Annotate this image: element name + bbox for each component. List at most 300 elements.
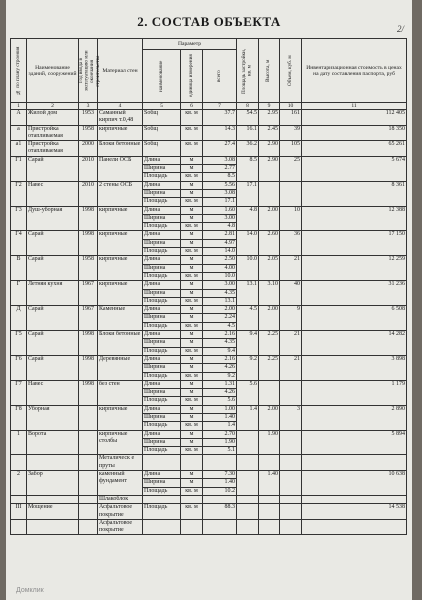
cell-param-total: 8.5 [203, 173, 237, 181]
cell-param-name: Длина [143, 306, 181, 314]
cell-height: 2.45 [259, 125, 280, 141]
cell-param-name: Ширина [143, 364, 181, 372]
cell-volume [280, 380, 302, 405]
cell-year [79, 455, 98, 471]
table-row [11, 430, 407, 438]
cell-param-unit: кв. м [181, 248, 203, 256]
column-number: 3 [79, 103, 98, 110]
table-row [11, 110, 407, 126]
cell-param-unit: кв. м [181, 504, 203, 520]
cell-param-unit: м [181, 256, 203, 264]
cell-num: Г7 [11, 380, 27, 405]
cell-num: 1 [11, 430, 27, 455]
cell-volume [280, 181, 302, 206]
cell-param-total: 1.60 [203, 206, 237, 214]
cell-param-unit: кв. м [181, 487, 203, 495]
cell-walls: Асфальтовое покрытие [98, 504, 143, 520]
cell-volume: 3 [280, 405, 302, 430]
cell-param-name: Площадь [143, 198, 181, 206]
cell-name: Сарай [27, 231, 79, 256]
cell-walls: Деревянные [98, 355, 143, 380]
cell-param-name: Ширина [143, 189, 181, 197]
cell-param-total: 2.16 [203, 355, 237, 363]
cell-height: 2.25 [259, 355, 280, 380]
cell-cost: 12 259 [302, 256, 407, 281]
cell-height [259, 504, 280, 520]
cell-walls: Каменные [98, 306, 143, 331]
cell-height: 2.00 [259, 405, 280, 430]
cell-area: 14.0 [237, 231, 259, 256]
header-param-unit: единица измерения [181, 50, 203, 103]
cell-param-unit: м [181, 479, 203, 487]
cell-volume: 9 [280, 306, 302, 331]
cell-param-total: 4.5 [203, 322, 237, 330]
table-row [11, 125, 407, 141]
cell-param-unit: м [181, 339, 203, 347]
cell-name: Уборная [27, 405, 79, 430]
cell-num: 2 [11, 471, 27, 496]
table-row [11, 206, 407, 214]
cell-param-name: Ширина [143, 413, 181, 421]
cell-height: 2.60 [259, 231, 280, 256]
cell-param-name: Длина [143, 331, 181, 339]
cell-year: 1998 [79, 380, 98, 405]
cell-param-unit: м [181, 156, 203, 164]
table-row [11, 471, 407, 479]
cell-param-total: 14.3 [203, 125, 237, 141]
table-row [11, 231, 407, 239]
cell-param-unit: м [181, 165, 203, 173]
cell-volume [280, 471, 302, 496]
cell-param-unit: кв. м [181, 347, 203, 355]
cell-year [79, 471, 98, 496]
cell-name: Сарай [27, 355, 79, 380]
cell-num [11, 495, 27, 503]
cell-height: 2.90 [259, 141, 280, 157]
cell-cost: 65 261 [302, 141, 407, 157]
cell-year [79, 504, 98, 520]
cell-num: Г1 [11, 156, 27, 181]
cell-param-name: Длина [143, 206, 181, 214]
table-row [11, 380, 407, 388]
cell-year: 1998 [79, 231, 98, 256]
cell-param-name: Sобщ [143, 110, 181, 126]
cell-num: А [11, 110, 27, 126]
table-row [11, 495, 407, 503]
cell-param-unit: м [181, 231, 203, 239]
cell-walls: без стен [98, 380, 143, 405]
cell-name: Сарай [27, 256, 79, 281]
column-number: 5 [143, 103, 181, 110]
cell-cost: 31 236 [302, 281, 407, 306]
cell-param-name: Площадь [143, 504, 181, 520]
cell-param-unit: кв. м [181, 322, 203, 330]
cell-param-total: 5.6 [203, 397, 237, 405]
cell-param-name: Ширина [143, 438, 181, 446]
cell-param-name: Длина [143, 231, 181, 239]
cell-cost: 14 282 [302, 331, 407, 356]
cell-param-total: 2.70 [203, 430, 237, 438]
cell-name: Душ-уборная [27, 206, 79, 231]
cell-param-total: 7.30 [203, 471, 237, 479]
document-page [6, 0, 412, 600]
cell-area [237, 455, 259, 471]
cell-param-name [143, 519, 181, 535]
cell-num: а1 [11, 141, 27, 157]
cell-param-name: Ширина [143, 165, 181, 173]
cell-num: Г3 [11, 206, 27, 231]
cell-area: 4.8 [237, 206, 259, 231]
cell-height: 2.00 [259, 306, 280, 331]
cell-param-unit: кв. м [181, 372, 203, 380]
table-row [11, 256, 407, 264]
cell-volume [280, 519, 302, 535]
cell-param-name: Площадь [143, 487, 181, 495]
cell-walls: кирпичные [98, 206, 143, 231]
cell-name: Летняя кухня [27, 281, 79, 306]
cell-param-unit: кв. м [181, 272, 203, 280]
column-number: 10 [280, 103, 302, 110]
cell-area [237, 495, 259, 503]
cell-year: 1998 [79, 355, 98, 380]
cell-param-total: 1.40 [203, 413, 237, 421]
cell-param-total: 5.56 [203, 181, 237, 189]
object-composition-table [10, 38, 407, 535]
cell-param-total [203, 519, 237, 535]
cell-param-unit: м [181, 306, 203, 314]
cell-param-unit: м [181, 264, 203, 272]
cell-volume: 10 [280, 206, 302, 231]
cell-param-total: 37.7 [203, 110, 237, 126]
cell-cost [302, 519, 407, 535]
cell-walls: Саманный кирпич т.0,48 [98, 110, 143, 126]
cell-param-total: 17.1 [203, 198, 237, 206]
cell-param-name: Sобщ [143, 125, 181, 141]
cell-cost: 6 508 [302, 306, 407, 331]
table-row [11, 281, 407, 289]
table-row [11, 331, 407, 339]
cell-height [259, 519, 280, 535]
cell-name: Мощение [27, 504, 79, 520]
cell-param-unit: м [181, 331, 203, 339]
column-number: 11 [302, 103, 407, 110]
cell-param-total: 4.26 [203, 389, 237, 397]
cell-param-unit [181, 519, 203, 535]
cell-height: 2.95 [259, 110, 280, 126]
cell-param-total [203, 495, 237, 503]
cell-param-unit: кв. м [181, 173, 203, 181]
cell-area: 4.5 [237, 306, 259, 331]
cell-param-name: Длина [143, 256, 181, 264]
cell-param-unit: м [181, 364, 203, 372]
cell-area: 17.1 [237, 181, 259, 206]
column-number: 8 [237, 103, 259, 110]
cell-num: а [11, 125, 27, 141]
cell-param-name: Длина [143, 471, 181, 479]
cell-param-total: 2.16 [203, 331, 237, 339]
cell-param-total: 3.08 [203, 189, 237, 197]
cell-param-unit: м [181, 189, 203, 197]
cell-cost: 112 405 [302, 110, 407, 126]
cell-height [259, 380, 280, 405]
header-year: Год ввода в эксплуатацию или окончания строительства [79, 39, 98, 103]
cell-num: Г2 [11, 181, 27, 206]
cell-param-name: Площадь [143, 297, 181, 305]
cell-area: 5.6 [237, 380, 259, 405]
cell-param-unit: м [181, 281, 203, 289]
cell-cost: 3 898 [302, 355, 407, 380]
cell-walls: Асфальтовое покрытие [98, 519, 143, 535]
cell-param-name: Sобщ [143, 141, 181, 157]
cell-cost: 18 350 [302, 125, 407, 141]
cell-cost [302, 495, 407, 503]
cell-year: 1998 [79, 331, 98, 356]
cell-year: 2010 [79, 156, 98, 181]
cell-num: Г [11, 281, 27, 306]
cell-param-unit: м [181, 389, 203, 397]
cell-year [79, 519, 98, 535]
cell-cost: 10 638 [302, 471, 407, 496]
header-walls: Материал стен [98, 39, 143, 103]
cell-name: Пристройка отапливаемая [27, 125, 79, 141]
cell-param-name: Ширина [143, 214, 181, 222]
cell-name: Жилой дом [27, 110, 79, 126]
cell-param-unit: м [181, 239, 203, 247]
header-param-total: всего [203, 50, 237, 103]
cell-param-name: Ширина [143, 314, 181, 322]
cell-volume [280, 495, 302, 503]
cell-year: 1958 [79, 256, 98, 281]
cell-param-total: 14.0 [203, 248, 237, 256]
cell-num: Д [11, 306, 27, 331]
cell-year: 1967 [79, 281, 98, 306]
cell-walls: Блоки бетонные [98, 331, 143, 356]
cell-walls: кирпичные [98, 405, 143, 430]
cell-height: 2.90 [259, 156, 280, 181]
cell-num [11, 519, 27, 535]
cell-area: 9.2 [237, 355, 259, 380]
cell-area [237, 430, 259, 455]
cell-volume: 161 [280, 110, 302, 126]
cell-param-unit: кв. м [181, 447, 203, 455]
cell-param-total: 9.2 [203, 372, 237, 380]
cell-param-name: Площадь [143, 272, 181, 280]
cell-year: 1998 [79, 206, 98, 231]
header-param-name: наименование [143, 50, 181, 103]
cell-volume [280, 430, 302, 455]
cell-area: 1.4 [237, 405, 259, 430]
table-row [11, 519, 407, 535]
cell-param-unit: м [181, 405, 203, 413]
cell-param-total: 88.3 [203, 504, 237, 520]
cell-param-unit [181, 495, 203, 503]
cell-param-total: 1.4 [203, 422, 237, 430]
cell-cost: 12 388 [302, 206, 407, 231]
header-height: Высота, м [259, 39, 280, 103]
cell-param-unit: м [181, 430, 203, 438]
cell-height: 1.40 [259, 471, 280, 496]
cell-param-name: Площадь [143, 322, 181, 330]
cell-num: Г5 [11, 331, 27, 356]
table-row [11, 306, 407, 314]
column-number: 4 [98, 103, 143, 110]
cell-num: В [11, 256, 27, 281]
cell-param-total: 1.90 [203, 438, 237, 446]
cell-param-name: Площадь [143, 223, 181, 231]
cell-name: Ворота [27, 430, 79, 455]
cell-param-name: Ширина [143, 264, 181, 272]
cell-year: 1958 [79, 125, 98, 141]
column-number: 7 [203, 103, 237, 110]
cell-year [79, 495, 98, 503]
cell-param-name: Длина [143, 405, 181, 413]
cell-param-name: Ширина [143, 289, 181, 297]
cell-height: 2.25 [259, 331, 280, 356]
cell-param-total: 3.00 [203, 281, 237, 289]
cell-param-unit: кв. м [181, 198, 203, 206]
cell-num: Г4 [11, 231, 27, 256]
cell-param-name: Площадь [143, 372, 181, 380]
cell-volume [280, 504, 302, 520]
cell-volume: 39 [280, 125, 302, 141]
cell-area [237, 504, 259, 520]
cell-cost: 5 674 [302, 156, 407, 181]
cell-param-unit: м [181, 181, 203, 189]
cell-year: 2010 [79, 181, 98, 206]
cell-num: Г8 [11, 405, 27, 430]
cell-area: 54.5 [237, 110, 259, 126]
cell-param-unit: кв. м [181, 125, 203, 141]
cell-height: 3.10 [259, 281, 280, 306]
cell-param-total: 9.4 [203, 347, 237, 355]
cell-param-name [143, 455, 181, 471]
cell-cost: 1 179 [302, 380, 407, 405]
cell-param-name: Длина [143, 430, 181, 438]
cell-param-name: Ширина [143, 479, 181, 487]
document-title: 2. СОСТАВ ОБЪЕКТА [137, 14, 281, 29]
cell-name: Сарай [27, 306, 79, 331]
cell-param-name: Длина [143, 355, 181, 363]
table-row [11, 355, 407, 363]
cell-param-unit: кв. м [181, 141, 203, 157]
cell-height: 1.90 [259, 430, 280, 455]
cell-cost [302, 455, 407, 471]
cell-param-name: Ширина [143, 339, 181, 347]
cell-year [79, 430, 98, 455]
cell-param-name: Длина [143, 281, 181, 289]
cell-name: Забор [27, 471, 79, 496]
table-row [11, 156, 407, 164]
cell-param-total: 4.35 [203, 289, 237, 297]
cell-walls: кирпичные [98, 125, 143, 141]
cell-volume [280, 455, 302, 471]
cell-param-unit: м [181, 355, 203, 363]
cell-cost: 17 150 [302, 231, 407, 256]
cell-param-unit: м [181, 413, 203, 421]
header-name: Наименование зданий, сооружений [27, 39, 79, 103]
table-row [11, 141, 407, 157]
cell-walls: кирпичные столбы [98, 430, 143, 455]
cell-param-name: Площадь [143, 422, 181, 430]
cell-walls: кирпичные [98, 231, 143, 256]
cell-param-total: 1.31 [203, 380, 237, 388]
cell-param-total: 2.77 [203, 165, 237, 173]
cell-year: 1953 [79, 110, 98, 126]
cell-param-total: 10.0 [203, 272, 237, 280]
cell-walls: Панели ОСБ [98, 156, 143, 181]
cell-area: 10.0 [237, 256, 259, 281]
cell-cost: 14 538 [302, 504, 407, 520]
cell-param-name: Площадь [143, 248, 181, 256]
header-cost: Инвентаризационная стоимость в ценах на дату составления паспорта, руб [302, 39, 407, 103]
cell-param-total: 2.50 [203, 256, 237, 264]
table-row [11, 504, 407, 520]
cell-height: 2.00 [259, 206, 280, 231]
cell-param-unit: кв. м [181, 110, 203, 126]
cell-param-total: 2.00 [203, 306, 237, 314]
cell-area: 16.1 [237, 125, 259, 141]
cell-height: 2.05 [259, 256, 280, 281]
cell-param-total: 2.24 [203, 314, 237, 322]
cell-walls: кирпичные [98, 281, 143, 306]
column-number: 9 [259, 103, 280, 110]
cell-param-total: 1.00 [203, 405, 237, 413]
cell-param-total: 4.26 [203, 364, 237, 372]
cell-param-unit: м [181, 289, 203, 297]
cell-param-total [203, 455, 237, 471]
cell-name: Сарай [27, 331, 79, 356]
cell-walls: каменный фундамент [98, 471, 143, 496]
cell-volume: 25 [280, 156, 302, 181]
cell-name [27, 455, 79, 471]
cell-area [237, 519, 259, 535]
cell-param-name: Площадь [143, 447, 181, 455]
cell-num: III [11, 504, 27, 520]
cell-param-total: 4.97 [203, 239, 237, 247]
cell-param-unit: кв. м [181, 422, 203, 430]
cell-param-name: Ширина [143, 389, 181, 397]
cell-param-total: 2.81 [203, 231, 237, 239]
cell-param-name: Площадь [143, 397, 181, 405]
cell-param-unit: м [181, 206, 203, 214]
table-row [11, 455, 407, 471]
cell-param-unit: м [181, 314, 203, 322]
cell-name [27, 519, 79, 535]
cell-param-unit: кв. м [181, 297, 203, 305]
cell-param-total: 5.1 [203, 447, 237, 455]
cell-param-total: 4.00 [203, 264, 237, 272]
cell-param-name: Площадь [143, 173, 181, 181]
cell-param-unit: м [181, 214, 203, 222]
cell-volume: 21 [280, 331, 302, 356]
cell-param-total: 10.2 [203, 487, 237, 495]
table-row [11, 405, 407, 413]
cell-param-total: 3.08 [203, 156, 237, 164]
cell-cost: 8 361 [302, 181, 407, 206]
cell-area [237, 471, 259, 496]
cell-year [79, 405, 98, 430]
cell-volume: 36 [280, 231, 302, 256]
cell-param-unit: м [181, 438, 203, 446]
cell-param-unit: м [181, 471, 203, 479]
cell-param-total: 4.35 [203, 339, 237, 347]
cell-param-name: Ширина [143, 239, 181, 247]
cell-cost: 2 890 [302, 405, 407, 430]
cell-walls: Блоки бетонные [98, 141, 143, 157]
cell-walls: Металическ е пруты [98, 455, 143, 471]
cell-param-name: Длина [143, 156, 181, 164]
column-number: 6 [181, 103, 203, 110]
